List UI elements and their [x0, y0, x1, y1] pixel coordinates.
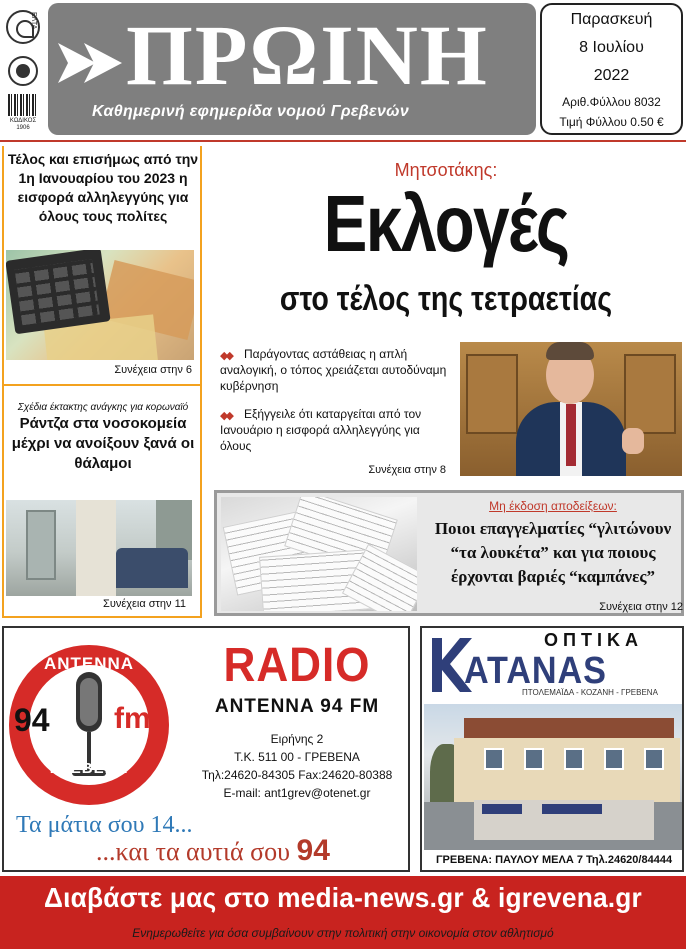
double-arrow-bullet-icon: ◆◆	[220, 350, 231, 362]
issue-day: Παρασκευή	[570, 11, 653, 28]
newspaper-subtitle: Καθημερινή εφημερίδα νομού Γρεβενών	[92, 103, 410, 120]
masthead-arrow-icon	[56, 39, 126, 87]
main-headline[interactable]: Εκλογές	[323, 179, 569, 268]
radio-address-street: Ειρήνης 2	[270, 732, 324, 746]
shop-sign	[542, 804, 602, 814]
optics-cities: ΠΤΟΛΕΜΑΪΔΑ - ΚΟΖΑΝΗ - ΓΡΕΒΕΝΑ	[522, 688, 658, 697]
store-window	[644, 748, 664, 770]
main-story-bullet-text: Εξήγγειλε ότι καταργείται από τον Ιανουάριο η εισφορά αλληλεγγύης για όλους	[220, 407, 422, 453]
radio-station-name: ANTENNA 94 FM	[214, 696, 380, 717]
receipts-story-title[interactable]: Ποιοι επαγγελματίες “γλιτώνουν “τα λουκέτα” και για ποιους έρχονται βαριές “καμπάνες”	[434, 519, 672, 586]
main-story-bullet	[220, 346, 452, 394]
optics-brand-top: ΟΠΤΙΚΑ	[544, 630, 643, 650]
main-story-kicker: Μητσοτάκης:	[394, 160, 498, 180]
receipts-image[interactable]	[221, 497, 417, 611]
hospital-wall	[76, 500, 116, 596]
banner-main-text[interactable]: Διαβάστε μας στο media-news.gr & igrevena.gr	[43, 882, 642, 913]
store-roof	[464, 718, 674, 740]
main-story-bullet-text: Παράγοντας αστάθειας η απλή αναλογική, ο τόπος χρειάζεται αυτοδύναμη κυβέρνηση	[220, 347, 447, 393]
column-divider-orange	[200, 146, 202, 618]
issue-number: Αριθ.Φύλλου 8032	[562, 95, 661, 109]
radio-phones: Τηλ:24620-84305 Fax:24620-80388	[201, 768, 393, 782]
main-story-continued[interactable]: Συνέχεια στην 8	[368, 464, 446, 476]
column-border-orange	[2, 146, 4, 618]
antenna-logo-unit: fm	[114, 702, 151, 735]
radio-slogan-line1: Τα μάτια σου 14...	[16, 812, 193, 838]
masthead-title-block	[48, 3, 536, 135]
optics-store-image	[424, 704, 682, 850]
calculator-icon	[6, 250, 111, 334]
antenna-logo-bottom-text: ΓΡΕΒΕΝΑ	[49, 760, 129, 777]
radio-email[interactable]: E-mail: ant1grev@otenet.gr	[223, 786, 371, 800]
store-window	[564, 748, 584, 770]
prime-minister-image[interactable]	[460, 342, 682, 476]
left-column-bottom-rule	[4, 616, 200, 618]
websites-banner[interactable]	[0, 876, 686, 949]
hospital-bed	[116, 548, 188, 588]
issue-price: Τιμή Φύλλου 0.50 €	[559, 115, 664, 129]
wood-panel	[466, 354, 518, 434]
story-hospital-title[interactable]: Ράντζα στα νοσοκομεία μέχρι να ανοίξουν ξανά οι θάλαμοι	[11, 415, 195, 472]
hospital-door	[26, 510, 56, 580]
radio-brand: RADIO	[223, 639, 371, 692]
calculator-euro-notes-image[interactable]	[6, 250, 194, 360]
story-separator-orange	[4, 384, 200, 386]
antenna-logo-top-text: ΑΝΤΕΝΝΑ	[43, 654, 135, 673]
speaker-hair	[546, 342, 594, 360]
speaker-tie	[566, 404, 576, 466]
code-label	[2, 118, 44, 132]
radio-antenna-ad[interactable]	[2, 626, 410, 872]
masthead-divider	[0, 140, 686, 142]
store-window	[524, 748, 544, 770]
code-value: 1906	[16, 125, 30, 131]
optics-address: ΓΡΕΒΕΝΑ: ΠΑΥΛΟΥ ΜΕΛΑ 7 Τηλ.24620/84444	[435, 854, 673, 866]
store-window	[604, 748, 624, 770]
newspaper-title: ΠΡΩΙΝΗ	[126, 7, 489, 103]
main-subheadline[interactable]: στο τέλος της τετραετίας	[279, 280, 613, 318]
issue-day-month: 8 Ιουλίου	[579, 39, 644, 56]
issue-date-box	[540, 3, 683, 135]
issue-year: 2022	[593, 67, 630, 84]
story-solidarity-tax-continued[interactable]: Συνέχεια στην 6	[114, 364, 192, 376]
radio-slogan-line2	[96, 834, 330, 868]
code-label-text: ΚΩΔΙΚΟΣ	[9, 118, 37, 124]
optics-brand-name: ATANAS	[464, 650, 607, 692]
shop-sign	[482, 804, 522, 814]
receipts-story-box	[214, 490, 684, 616]
radio-slogan-number: 94	[296, 834, 330, 867]
story-hospital-continued[interactable]: Συνέχεια στην 11	[103, 598, 186, 610]
receipts-story-continued[interactable]: Συνέχεια στην 12	[599, 601, 683, 613]
speaker-hand	[622, 428, 644, 454]
optics-katanas-ad[interactable]	[420, 626, 684, 872]
seal-icon	[8, 56, 38, 86]
receipts-story-kicker: Μη έκδοση αποδείξεων:	[489, 499, 617, 513]
hospital-corridor-image[interactable]	[6, 500, 192, 596]
story-hospital-kicker: Σχέδια έκτακτης ανάγκης για κορωναϊό	[17, 402, 189, 413]
radio-address-city: Τ.Κ. 511 00 - ΓΡΕΒΕΝΑ	[234, 750, 360, 764]
radio-slogan-text: ...και τα αυτιά σου	[96, 837, 291, 866]
main-story-bullet	[220, 406, 452, 454]
wood-panel	[624, 354, 676, 434]
story-solidarity-tax-title[interactable]: Τέλος και επισήμως από την 1η Ιανουαρίου του 2023 η εισφορά αλληλεγγύης για όλους τους πολίτες	[7, 151, 199, 224]
elta-label: ΕΛΤΑ	[30, 12, 37, 30]
store-window	[484, 748, 504, 770]
banner-subtext: Ενημερωθείτε για όσα συμβαίνουν στην πολιτική στην οικονομία στον αθλητισμό	[132, 926, 554, 940]
antenna-logo-number: 94	[14, 702, 50, 738]
double-arrow-bullet-icon: ◆◆	[220, 410, 231, 422]
barcode-icon	[8, 94, 36, 116]
masthead-left-strip	[2, 4, 44, 138]
